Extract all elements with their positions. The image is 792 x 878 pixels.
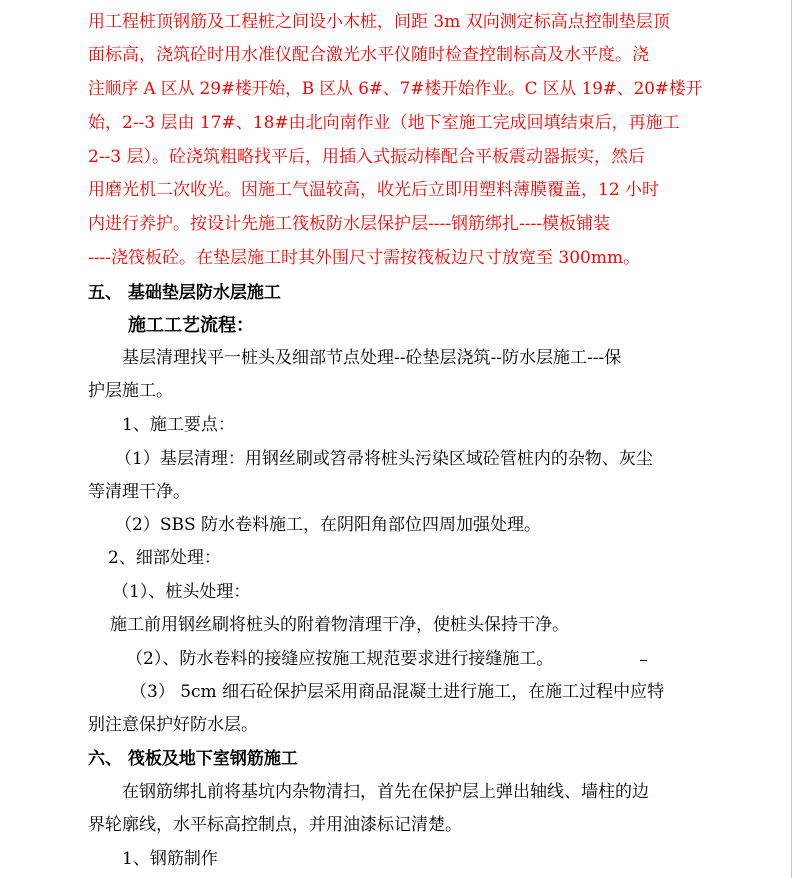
item-2: （2）SBS 防水卷料施工，在阴阳角部位四周加强处理。 (115, 515, 542, 535)
red-paragraph-line: 注顺序 A 区从 29#楼开始，B 区从 6#、7#楼开始作业。C 区从 19#、20#楼开 (88, 79, 703, 99)
red-paragraph-line: 用磨光机二次收光。因施工气温较高，收光后立即用塑料薄膜覆盖，12 小时 (88, 180, 660, 200)
stray-dash-mark (640, 660, 647, 661)
detail-1-title: （1）、桩头处理： (112, 582, 251, 602)
detail-2: （2）、防水卷料的接缝应按施工规范要求进行接缝施工。 (126, 649, 554, 669)
red-paragraph-line: ----浇筏板砼。在垫层施工时其外围尺寸需按筏板边尺寸放宽至 300mm。 (88, 248, 641, 268)
item-1-line: 等清理干净。 (88, 482, 190, 502)
detail-1-text: 施工前用钢丝刷将桩头的附着物清理干净，使桩头保持干净。 (110, 615, 569, 635)
section-6-point-1-title: 1、钢筋制作 (122, 849, 218, 869)
item-1-line: （1）基层清理：用钢丝刷或笤帚将桩头污染区域砼管桩内的杂物、灰尘 (115, 449, 653, 469)
red-paragraph-line: 面标高，浇筑砼时用水准仪配合激光水平仪随时检查控制标高及水平度。浇 (88, 45, 649, 65)
section-5-subheading: 施工工艺流程： (128, 315, 254, 336)
section-6-intro-line: 在钢筋绑扎前将基坑内杂物清扫，首先在保护层上弹出轴线、墙柱的边 (122, 782, 649, 802)
section-5-heading: 五、 基础垫层防水层施工 (88, 283, 281, 303)
section-6-heading: 六、 筏板及地下室钢筋施工 (88, 749, 298, 769)
red-paragraph-line: 用工程桩顶钢筋及工程桩之间设小木桩，间距 3m 双向测定标高点控制垫层顶 (88, 12, 670, 32)
flow-line: 护层施工。 (88, 381, 173, 401)
detail-3-line: 别注意保护好防水层。 (88, 715, 258, 735)
point-2-title: 2、细部处理： (108, 548, 221, 568)
red-paragraph-line: 2--3 层）。砼浇筑粗略找平后，用插入式振动棒配合平板震动器振实，然后 (88, 147, 646, 167)
flow-line: 基层清理找平一桩头及细部节点处理--砼垫层浇筑--防水层施工---保 (122, 348, 622, 368)
red-paragraph-line: 内进行养护。按设计先施工筏板防水层保护层----钢筋绑扎----模板铺装 (88, 214, 610, 234)
detail-3-line: （3） 5cm 细石砼保护层采用商品混凝土进行施工，在施工过程中应特 (130, 682, 665, 702)
point-1-title: 1、施工要点： (122, 415, 235, 435)
red-paragraph-line: 始，2--3 层由 17#、18#由北向南作业（地下室施工完成回填结束后，再施工 (88, 113, 680, 133)
section-6-intro-line: 界轮廓线，水平标高控制点，并用油漆标记清楚。 (88, 815, 462, 835)
